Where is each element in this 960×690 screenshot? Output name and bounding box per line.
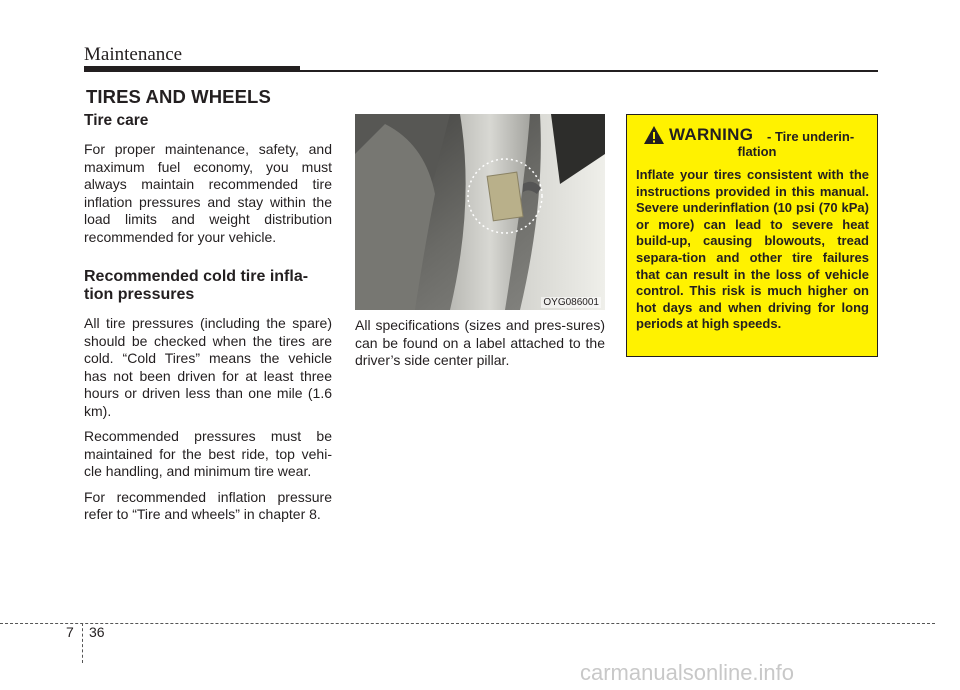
watermark: carmanualsonline.info	[580, 660, 795, 685]
header-rule-thick	[84, 66, 300, 72]
cold-pressure-text-3: For recommended inflation pressure refer to “Tire and wheels” in chapter 8.	[84, 488, 332, 522]
chapter-number: 7	[66, 624, 74, 640]
warning-subtitle-cont: flation	[737, 144, 777, 159]
warning-subtitle: - Tire underin-	[767, 129, 855, 144]
tire-care-heading: Tire care	[84, 112, 149, 129]
tire-care-text: For proper maintenance, safety, and maximum fuel economy, you must always maintain recommended tire inflation pressures and stay within the load limits and weight distribution recommended for your vehicle.	[84, 141, 332, 245]
section-label: Maintenance	[84, 44, 183, 65]
label-location-text: All specifications (sizes and pres-sures) can be found on a label attached to the driver’s side center pillar.	[355, 317, 605, 368]
warning-triangle-icon	[643, 125, 665, 145]
cold-pressure-text-1: All tire pressures (including the spare) should be checked when the tires are cold. “Cold Tires” means the vehicle has not been driven for at least three hours or driven less than one mile (1.6 km).	[84, 315, 332, 419]
cold-pressure-heading: Recommended cold tire infla-tion pressures	[84, 268, 309, 303]
header-rule-thin	[300, 70, 878, 72]
cold-pressure-text-2: Recommended pressures must be maintained for the best ride, top vehi-cle handling, and minimum tire wear.	[84, 428, 332, 479]
column-left	[84, 110, 332, 532]
figure-code: OYG086001	[543, 297, 599, 308]
door-pillar-photo	[355, 114, 605, 310]
column-middle	[355, 317, 605, 378]
footer-divider	[82, 623, 83, 663]
warning-word: WARNING	[669, 125, 754, 144]
main-title: TIRES AND WHEELS	[86, 86, 271, 107]
warning-body: Inflate your tires consistent with the instructions provided in this manual. Severe underinflation (10 psi (70 kPa) or more) can lead to severe heat build-up, causing blowouts, tread separa-tion and other tire failures that can result in the loss of vehicle control. This risk is much higher on hot days and when driving for long periods at high speeds.	[636, 167, 869, 332]
footer-rule	[0, 623, 935, 624]
warning-box	[626, 114, 878, 357]
page-number: 36	[89, 624, 105, 640]
